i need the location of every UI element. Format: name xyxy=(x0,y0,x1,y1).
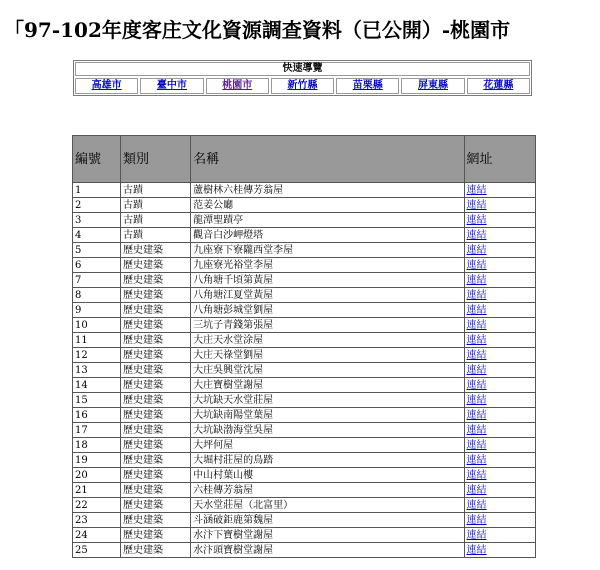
row-link[interactable]: 連結 xyxy=(464,453,535,468)
cell-name: 大庄天祿堂劉屋 xyxy=(191,348,464,363)
row-link[interactable]: 連結 xyxy=(464,408,535,423)
col-header-number: 編號 xyxy=(73,136,121,183)
row-link[interactable]: 連結 xyxy=(464,363,535,378)
row-link[interactable]: 連結 xyxy=(464,228,535,243)
row-link[interactable]: 連結 xyxy=(464,528,535,543)
table-row xyxy=(73,498,536,513)
nav-link[interactable]: 新竹縣 xyxy=(271,78,334,94)
cell-number: 21 xyxy=(73,483,121,498)
cell-name: 大庄寶樹堂謝屋 xyxy=(191,378,464,393)
cell-number: 10 xyxy=(73,318,121,333)
cell-category: 古蹟 xyxy=(121,228,191,243)
table-row xyxy=(73,543,536,558)
cell-category: 歷史建築 xyxy=(121,393,191,408)
cell-number: 8 xyxy=(73,288,121,303)
row-link[interactable]: 連結 xyxy=(464,318,535,333)
cell-number: 22 xyxy=(73,498,121,513)
page-title: 「97-102年度客庄文化資源調查資料（已公開）-桃園市 xyxy=(4,18,511,42)
table-row xyxy=(73,378,536,393)
table-row xyxy=(73,453,536,468)
cell-name: 六桂傳芳翁屋 xyxy=(191,483,464,498)
row-link[interactable]: 連結 xyxy=(464,438,535,453)
table-row xyxy=(73,393,536,408)
table-row xyxy=(73,318,536,333)
cell-number: 2 xyxy=(73,198,121,213)
cell-name: 水汴下寶樹堂謝屋 xyxy=(191,528,464,543)
table-row xyxy=(73,183,536,198)
cell-category: 歷史建築 xyxy=(121,303,191,318)
cell-name: 大堀村莊屋的鳥踏 xyxy=(191,453,464,468)
cell-category: 古蹟 xyxy=(121,198,191,213)
resource-table xyxy=(72,135,536,558)
table-row xyxy=(73,528,536,543)
cell-category: 歷史建築 xyxy=(121,513,191,528)
cell-name: 觀音白沙岬燈塔 xyxy=(191,228,464,243)
cell-category: 歷史建築 xyxy=(121,348,191,363)
row-link[interactable]: 連結 xyxy=(464,378,535,393)
cell-number: 9 xyxy=(73,303,121,318)
cell-name: 大坑缺南陽堂葉屋 xyxy=(191,408,464,423)
col-header-url: 網址 xyxy=(464,136,535,183)
table-row xyxy=(73,273,536,288)
cell-number: 14 xyxy=(73,378,121,393)
cell-category: 歷史建築 xyxy=(121,333,191,348)
cell-name: 大坑缺渤海堂吳屋 xyxy=(191,423,464,438)
row-link[interactable]: 連結 xyxy=(464,183,535,198)
row-link[interactable]: 連結 xyxy=(464,258,535,273)
cell-name: 大庄吳興堂沈屋 xyxy=(191,363,464,378)
cell-number: 15 xyxy=(73,393,121,408)
cell-name: 八角塘江夏堂黃屋 xyxy=(191,288,464,303)
cell-category: 歷史建築 xyxy=(121,483,191,498)
cell-name: 九座寮光裕堂李屋 xyxy=(191,258,464,273)
cell-name: 水汴頭寶樹堂謝屋 xyxy=(191,543,464,558)
cell-number: 16 xyxy=(73,408,121,423)
table-row xyxy=(73,363,536,378)
cell-number: 3 xyxy=(73,213,121,228)
cell-number: 24 xyxy=(73,528,121,543)
cell-number: 5 xyxy=(73,243,121,258)
table-row xyxy=(73,348,536,363)
cell-category: 歷史建築 xyxy=(121,273,191,288)
cell-number: 12 xyxy=(73,348,121,363)
row-link[interactable]: 連結 xyxy=(464,198,535,213)
nav-link[interactable]: 屏東縣 xyxy=(401,78,464,94)
table-row xyxy=(73,198,536,213)
row-link[interactable]: 連結 xyxy=(464,348,535,363)
table-row xyxy=(73,333,536,348)
table-row xyxy=(73,513,536,528)
nav-link[interactable]: 高雄市 xyxy=(75,78,138,94)
cell-name: 三坑子青錢第張屋 xyxy=(191,318,464,333)
cell-number: 6 xyxy=(73,258,121,273)
cell-category: 歷史建築 xyxy=(121,438,191,453)
cell-name: 蘆樹林六桂傳芳翁屋 xyxy=(191,183,464,198)
row-link[interactable]: 連結 xyxy=(464,423,535,438)
cell-number: 20 xyxy=(73,468,121,483)
cell-number: 25 xyxy=(73,543,121,558)
quick-nav-links xyxy=(75,78,530,94)
table-row xyxy=(73,468,536,483)
cell-category: 歷史建築 xyxy=(121,498,191,513)
table-row xyxy=(73,408,536,423)
row-link[interactable]: 連結 xyxy=(464,483,535,498)
cell-name: 范姜公廳 xyxy=(191,198,464,213)
row-link[interactable]: 連結 xyxy=(464,273,535,288)
cell-category: 歷史建築 xyxy=(121,423,191,438)
row-link[interactable]: 連結 xyxy=(464,303,535,318)
cell-number: 18 xyxy=(73,438,121,453)
cell-number: 1 xyxy=(73,183,121,198)
cell-number: 19 xyxy=(73,453,121,468)
cell-number: 23 xyxy=(73,513,121,528)
table-header-row xyxy=(73,136,536,183)
table-row xyxy=(73,438,536,453)
cell-name: 斗涵破鉅鹿第魏屋 xyxy=(191,513,464,528)
table-row xyxy=(73,303,536,318)
col-header-category: 類別 xyxy=(121,136,191,183)
cell-number: 17 xyxy=(73,423,121,438)
row-link[interactable]: 連結 xyxy=(464,468,535,483)
cell-name: 大坑缺天水堂莊屋 xyxy=(191,393,464,408)
cell-category: 歷史建築 xyxy=(121,318,191,333)
cell-category: 歷史建築 xyxy=(121,363,191,378)
row-link[interactable]: 連結 xyxy=(464,213,535,228)
cell-category: 古蹟 xyxy=(121,183,191,198)
row-link[interactable]: 連結 xyxy=(464,288,535,303)
cell-name: 大坪何屋 xyxy=(191,438,464,453)
cell-name: 天水堂莊屋（北富里） xyxy=(191,498,464,513)
table-row xyxy=(73,483,536,498)
row-link[interactable]: 連結 xyxy=(464,393,535,408)
cell-category: 歷史建築 xyxy=(121,243,191,258)
cell-name: 大庄天水堂涂屋 xyxy=(191,333,464,348)
cell-name: 八角塘千頃第黃屋 xyxy=(191,273,464,288)
table-row xyxy=(73,228,536,243)
cell-number: 7 xyxy=(73,273,121,288)
cell-category: 歷史建築 xyxy=(121,378,191,393)
quick-nav-heading: 快速導覽 xyxy=(75,62,530,76)
quick-nav xyxy=(73,60,532,96)
row-link[interactable]: 連結 xyxy=(464,498,535,513)
nav-link[interactable]: 花蓮縣 xyxy=(467,78,530,94)
table-row xyxy=(73,213,536,228)
nav-link[interactable]: 苗栗縣 xyxy=(336,78,399,94)
cell-number: 13 xyxy=(73,363,121,378)
row-link[interactable]: 連結 xyxy=(464,243,535,258)
row-link[interactable]: 連結 xyxy=(464,333,535,348)
nav-link[interactable]: 桃園市 xyxy=(206,78,269,94)
cell-category: 古蹟 xyxy=(121,213,191,228)
col-header-name: 名稱 xyxy=(191,136,464,183)
cell-category: 歷史建築 xyxy=(121,468,191,483)
cell-category: 歷史建築 xyxy=(121,528,191,543)
nav-link[interactable]: 臺中市 xyxy=(140,78,203,94)
cell-name: 八角塘彭城堂劉屋 xyxy=(191,303,464,318)
cell-category: 歷史建築 xyxy=(121,408,191,423)
cell-name: 中山村葉山樓 xyxy=(191,468,464,483)
table-row xyxy=(73,288,536,303)
table-row xyxy=(73,243,536,258)
row-link[interactable]: 連結 xyxy=(464,513,535,528)
cell-category: 歷史建築 xyxy=(121,543,191,558)
row-link[interactable]: 連結 xyxy=(464,543,535,558)
cell-name: 龍潭聖蹟亭 xyxy=(191,213,464,228)
cell-number: 11 xyxy=(73,333,121,348)
cell-category: 歷史建築 xyxy=(121,258,191,273)
cell-category: 歷史建築 xyxy=(121,288,191,303)
table-row xyxy=(73,423,536,438)
cell-category: 歷史建築 xyxy=(121,453,191,468)
table-row xyxy=(73,258,536,273)
cell-name: 九座寮下寮隴西堂李屋 xyxy=(191,243,464,258)
cell-number: 4 xyxy=(73,228,121,243)
